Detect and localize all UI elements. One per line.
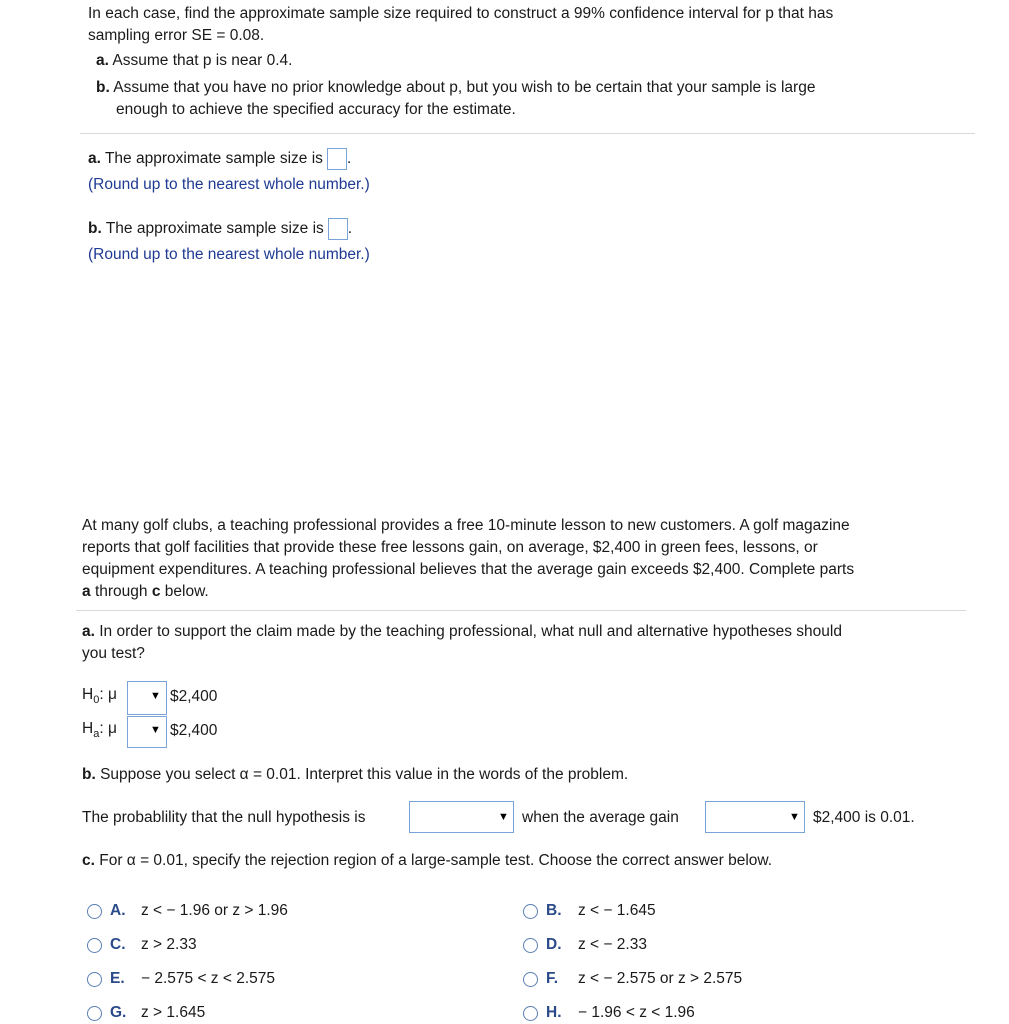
option-letter: A. <box>110 902 126 919</box>
q1-answer-b-text: The approximate sample size is <box>105 220 324 238</box>
radio-button[interactable] <box>87 938 102 953</box>
round-note-a: (Round up to the nearest whole number.) <box>88 176 370 193</box>
q1-part-a <box>96 50 292 72</box>
h-letter: H <box>82 720 94 737</box>
h-letter: H <box>82 686 94 703</box>
option-text: − 1.96 < z < 1.96 <box>578 1004 695 1021</box>
period: . <box>347 220 353 238</box>
q1-intro-line-2: sampling error SE = 0.08. <box>88 27 265 44</box>
q2-part-b-label: b. <box>82 766 96 783</box>
radio-button[interactable] <box>523 938 538 953</box>
option-letter: H. <box>546 1004 562 1021</box>
option-text: − 2.575 < z < 2.575 <box>141 970 276 987</box>
radio-button[interactable] <box>87 904 102 919</box>
prob-text-1: The probablility that the null hypothesis is <box>82 809 366 826</box>
radio-button[interactable] <box>523 972 538 987</box>
ha-label <box>82 720 117 740</box>
q2-part-c-text: For α = 0.01, specify the rejection region of a large-sample test. Choose the correct answer below. <box>99 852 773 869</box>
option-letter: C. <box>110 936 126 953</box>
q1-answer-a-label: a. <box>88 150 101 168</box>
option-letter: G. <box>110 1004 127 1021</box>
prob-text-3: $2,400 is 0.01. <box>813 809 915 826</box>
round-note-b: (Round up to the nearest whole number.) <box>88 246 370 263</box>
ha-operator-dropdown[interactable] <box>127 716 167 748</box>
q1-part-b-text-2: enough to achieve the specified accuracy for the estimate. <box>116 101 516 118</box>
q2-intro-line-3: equipment expenditures. A teaching professional believes that the average gain exceeds $2,400. Complete parts <box>82 561 855 578</box>
chevron-down-icon: ▼ <box>150 724 161 736</box>
radio-button[interactable] <box>523 904 538 919</box>
option-text: z < − 1.96 or z > 1.96 <box>141 902 288 919</box>
ha-subscript: a <box>93 728 100 741</box>
null-hypothesis-dropdown[interactable] <box>409 801 514 833</box>
q1-intro-line-1: In each case, find the approximate sample size required to construct a 99% confidence interval for p that has <box>88 5 834 22</box>
option-text: z < − 2.575 or z > 2.575 <box>578 970 743 987</box>
q2-part-b-text: Suppose you select α = 0.01. Interpret this value in the words of the problem. <box>100 766 629 783</box>
q1-part-a-text: Assume that p is near 0.4. <box>112 52 293 69</box>
q2-part-a-text-1: In order to support the claim made by the teaching professional, what null and alternative hypotheses should <box>99 623 842 640</box>
q1-part-a-label: a. <box>96 52 109 69</box>
q2-intro-line-4 <box>82 581 209 603</box>
average-gain-dropdown[interactable] <box>705 801 805 833</box>
prob-text-2: when the average gain <box>522 809 679 826</box>
chevron-down-icon: ▼ <box>150 690 161 702</box>
q1-part-b-text-1: Assume that you have no prior knowledge about p, but you wish to be certain that your sample is large <box>113 79 816 96</box>
q2-part-a <box>82 621 842 643</box>
radio-button[interactable] <box>523 1006 538 1021</box>
q2-part-c <box>82 850 772 872</box>
option-letter: F. <box>546 970 559 987</box>
divider <box>76 610 966 611</box>
chevron-down-icon: ▼ <box>498 811 509 823</box>
below-text: below. <box>164 583 209 600</box>
option-text: z < − 2.33 <box>578 936 647 953</box>
through-text: through <box>94 583 148 600</box>
q1-answer-a <box>88 148 351 170</box>
radio-button[interactable] <box>87 972 102 987</box>
q2-intro-line-1: At many golf clubs, a teaching professional provides a free 10-minute lesson to new customers. A golf magazine <box>82 517 850 534</box>
mu-symbol: : μ <box>99 720 117 737</box>
q1-part-b <box>96 77 815 99</box>
chevron-down-icon: ▼ <box>789 811 800 823</box>
q1-answer-b <box>88 218 352 240</box>
q2-intro-line-2: reports that golf facilities that provide these free lessons gain, on average, $2,400 in green fees, lessons, or <box>82 539 818 556</box>
option-text: z > 2.33 <box>141 936 197 953</box>
option-letter: E. <box>110 970 125 987</box>
q1-answer-b-label: b. <box>88 220 102 238</box>
h0-value: $2,400 <box>170 688 218 705</box>
sample-size-a-input[interactable] <box>327 148 347 170</box>
radio-button[interactable] <box>87 1006 102 1021</box>
mu-symbol: : μ <box>99 686 117 703</box>
option-text: z > 1.645 <box>141 1004 206 1021</box>
ha-value: $2,400 <box>170 722 218 739</box>
q1-part-b-label: b. <box>96 79 110 96</box>
option-letter: B. <box>546 902 562 919</box>
h0-subscript: 0 <box>93 694 100 707</box>
h0-operator-dropdown[interactable] <box>127 681 167 715</box>
q1-answer-a-text: The approximate sample size is <box>104 150 323 168</box>
option-text: z < − 1.645 <box>578 902 656 919</box>
h0-label <box>82 686 117 706</box>
period: . <box>346 150 352 168</box>
part-c-ref: c <box>151 583 161 600</box>
divider <box>80 133 975 134</box>
q2-part-a-label: a. <box>82 623 95 640</box>
part-a-ref: a <box>82 583 91 600</box>
q2-part-b <box>82 764 628 786</box>
q2-part-c-label: c. <box>82 852 95 869</box>
q2-part-a-text-2: you test? <box>82 645 145 662</box>
sample-size-b-input[interactable] <box>328 218 348 240</box>
option-letter: D. <box>546 936 562 953</box>
